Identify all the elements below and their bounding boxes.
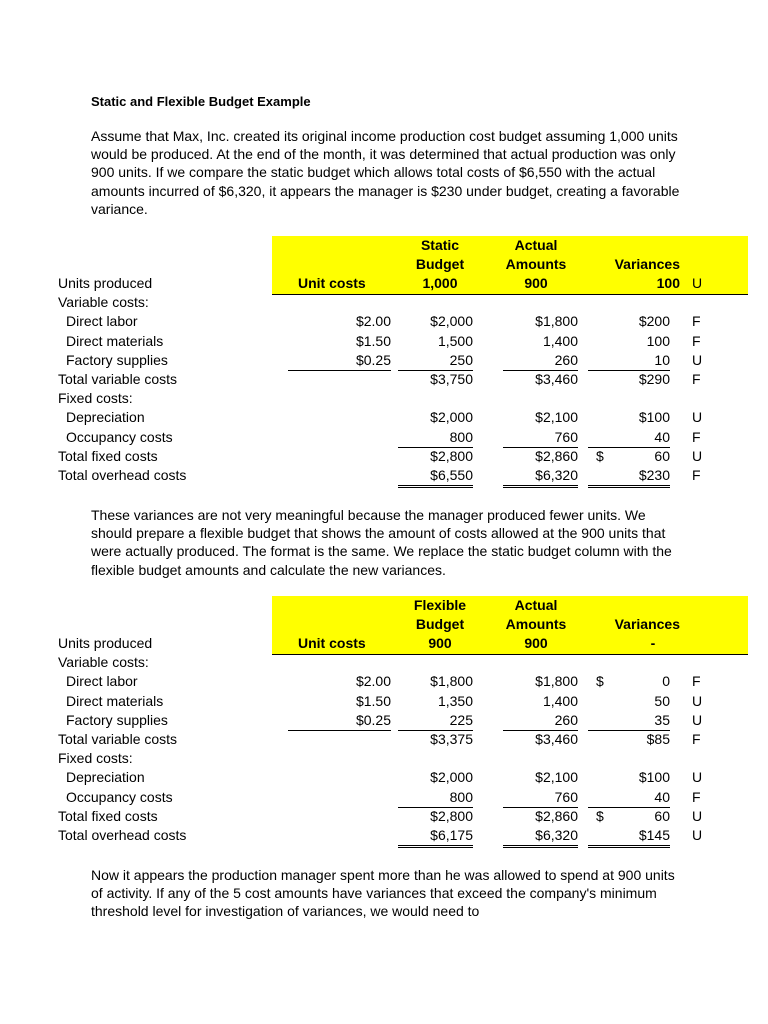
row-label: Occupancy costs [66,428,173,445]
header-variances-line1: Variances [614,616,680,632]
header-actual-line2: Amounts [505,616,567,632]
budget-cell: 800 [398,428,473,448]
actual-cell: 760 [503,788,578,808]
unit-cost-cell: $2.00 [355,673,391,690]
table-row [58,653,708,672]
fu-indicator: U [692,447,703,464]
variance-cell: 10 [588,351,670,371]
header-unit-costs: Unit costs [298,275,366,291]
variance-cell: $200 [638,313,670,330]
header-unit-costs: Unit costs [298,635,366,651]
fu-indicator: U [692,692,703,709]
header-budget-line1: Flexible [413,597,467,613]
table-row [58,428,708,447]
variance-value: 0 [662,673,670,690]
header-variances-line1: Variances [614,256,680,272]
unit-cost-cell: $0.25 [288,711,391,731]
fu-indicator: F [692,332,701,349]
variance-cell: 35 [588,711,670,731]
table-row [58,768,708,787]
unit-cost-cell: $2.00 [355,313,391,330]
row-label: Direct materials [66,332,164,349]
variance-cell: 40 [588,428,670,448]
actual-cell: $2,100 [535,769,578,786]
actual-cell: $2,860 [535,447,578,464]
fu-indicator: U [692,807,703,824]
budget-cell: $6,550 [398,466,473,488]
fu-indicator: U [692,827,703,843]
fu-indicator: U [692,351,703,368]
table-row [58,447,708,466]
unit-cost-cell: $0.25 [288,351,391,371]
fu-indicator: U [692,409,703,426]
fu-indicator: F [692,673,701,690]
row-label: Factory supplies [66,351,168,368]
row-label: Variable costs: [58,654,149,671]
unit-cost-cell: $1.50 [355,692,391,709]
fu-indicator: F [692,371,701,387]
table-row [58,672,708,691]
actual-cell: 260 [503,351,578,371]
budget-cell: 250 [398,351,473,371]
budget-cell: $3,750 [430,371,473,387]
fu-indicator: F [692,428,701,445]
row-label: Occupancy costs [66,788,173,805]
row-label: Direct materials [66,692,164,709]
actual-cell: $6,320 [503,466,578,488]
row-label: Total fixed costs [58,447,158,464]
variance-cell: $100 [638,769,670,786]
table-row [58,293,708,312]
budget-cell: $2,000 [430,769,473,786]
budget-cell: $6,175 [398,826,473,848]
fu-indicator: F [692,788,701,805]
currency-symbol: $ [596,447,604,464]
table-row [58,788,708,807]
fu-indicator: U [692,711,703,728]
middle-paragraph: These variances are not very meaningful because the manager produced fewer units. We should prepare a flexible budget that shows the amount of costs allowed at the 900 units that were actually produced. The format is the same. We replace the static budget column with the flexible budget amounts and calculate the new variances. [91,507,672,578]
table-row [58,312,708,331]
budget-cell: 1,500 [437,332,473,349]
actual-cell: $1,800 [535,673,578,690]
budget-cell: $2,800 [430,447,473,464]
header-budget-line3: 1,000 [422,275,458,291]
actual-cell: $6,320 [503,826,578,848]
fu-indicator: F [692,313,701,330]
actual-cell: 760 [503,428,578,448]
variance-cell [588,447,670,466]
header-budget-line1: Static [420,237,460,253]
budget-cell: $2,000 [430,409,473,426]
header-actual-line3: 900 [524,275,548,291]
table-row [58,730,708,749]
row-label: Fixed costs: [58,390,133,407]
budget-cell: 225 [398,711,473,731]
header-budget-line2: Budget [415,616,465,632]
row-label: Direct labor [66,673,138,690]
table-row [58,332,708,351]
table-row [58,351,708,370]
header-variances-line2: - [650,635,656,651]
variance-value: 60 [654,447,670,464]
variance-cell: $145 [588,826,670,848]
actual-cell: 1,400 [542,692,578,709]
closing-paragraph: Now it appears the production manager spent more than he was allowed to spend at 900 units of activity. If any of the 5 cost amounts have variances that exceed the company's minimum threshold level for investigation of variances, we would need to [91,867,675,920]
actual-cell: $2,860 [535,807,578,824]
budget-cell: 1,350 [437,692,473,709]
header-variances-line2: 100 [656,275,680,291]
header-actual-line1: Actual [514,597,558,613]
row-label: Total variable costs [58,371,178,387]
table-row [58,749,708,768]
variance-cell: $230 [588,466,670,488]
unit-cost-cell: $1.50 [355,332,391,349]
fu-indicator: U [692,769,703,786]
table-row [58,634,708,653]
document-title: Static and Flexible Budget Example [91,94,311,109]
row-label: Direct labor [66,313,138,330]
variance-cell [588,807,670,826]
row-label: Variable costs: [58,294,149,311]
budget-cell: $3,375 [430,731,473,747]
header-actual-line3: 900 [524,635,548,651]
variance-cell: 40 [588,788,670,808]
header-actual-line2: Amounts [505,256,567,272]
row-label: Total overhead costs [58,467,187,483]
fu-indicator: U [692,275,703,291]
actual-cell: $3,460 [535,731,578,747]
table-row [58,466,708,485]
variance-cell: $100 [638,409,670,426]
budget-cell: $1,800 [430,673,473,690]
variance-cell: 50 [654,692,670,709]
header-budget-line3: 900 [428,635,452,651]
row-label: Units produced [58,275,153,291]
row-label: Factory supplies [66,711,168,728]
variance-value: 60 [654,807,670,824]
fu-indicator: F [692,467,701,483]
header-budget-line2: Budget [415,256,465,272]
row-label: Fixed costs: [58,750,133,767]
budget-cell: $2,800 [430,807,473,824]
actual-cell: $2,100 [535,409,578,426]
table-row [58,807,708,826]
budget-cell: $2,000 [430,313,473,330]
row-label: Total fixed costs [58,807,158,824]
variance-cell: 100 [646,332,670,349]
variance-cell: $85 [646,731,670,747]
header-actual-line1: Actual [514,237,558,253]
variance-cell [588,672,670,691]
actual-cell: $1,800 [535,313,578,330]
row-label: Units produced [58,635,153,651]
row-label: Total variable costs [58,731,178,747]
table-row [58,692,708,711]
table-row [58,389,708,408]
table-row [58,408,708,427]
fu-indicator: F [692,731,701,747]
variance-cell: $290 [638,371,670,387]
actual-cell: 260 [503,711,578,731]
row-label: Total overhead costs [58,827,187,843]
row-label: Depreciation [66,769,145,786]
table-row [58,711,708,730]
actual-cell: $3,460 [535,371,578,387]
budget-cell: 800 [398,788,473,808]
currency-symbol: $ [596,673,604,690]
actual-cell: 1,400 [542,332,578,349]
table-row [58,274,708,293]
currency-symbol: $ [596,807,604,824]
row-label: Depreciation [66,409,145,426]
table-row [58,370,708,389]
intro-paragraph: Assume that Max, Inc. created its original income production cost budget assuming 1,000 units would be produced. At the end of the month, it was determined that actual production was only 900 units. If we compare the static budget which allows total costs of $6,550 with the actual amounts incurred of $6,320, it appears the manager is $230 under budget, creating a favorable variance. [91,128,680,217]
table-row [58,826,708,845]
